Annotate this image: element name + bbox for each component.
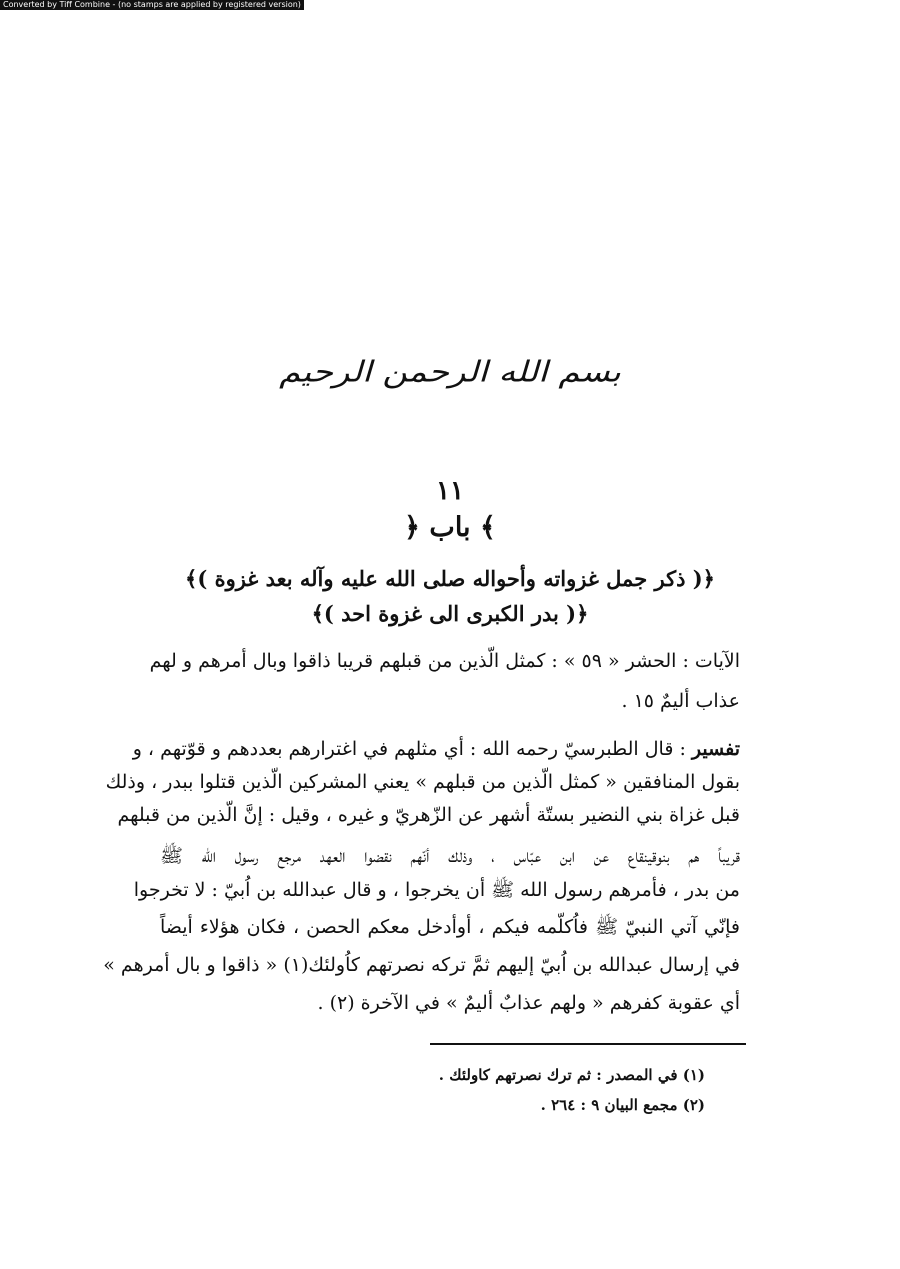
chapter-number: ١١ <box>436 476 464 506</box>
footnote-1: (١) في المصدر : ثم ترك نصرتهم كاولئك . <box>438 1066 705 1084</box>
chapter-title: ﴿ باب ﴾ <box>404 512 496 543</box>
tafsir-line-5: من بدر ، فأمرهم رسول الله ﷺ أن يخرجوا ، و قال عبدالله بن اُبيّ : لا تخرجوا <box>133 879 740 901</box>
converter-banner: Converted by Tiff Combine - (no stamps are applied by registered version) <box>0 0 304 10</box>
footnote-2: (٢) مجمع البيان ٩ : ٢٦٤ . <box>540 1096 705 1114</box>
tafsir-line-1-text: : قال الطبرسيّ رحمه الله : أي مثلهم في اغترارهم بعددهم و قوّتهم ، و <box>132 738 686 760</box>
section-heading-line-1: ﴿( ذكر جمل غزواته وأحواله صلى الله عليه وآله بعد غزوة )﴾ <box>185 566 715 591</box>
tafsir-line-8: أي عقوبة كفرهم « ولهم عذابٌ أليمٌ » في الآخرة (٢) . <box>317 992 740 1014</box>
basmala-calligraphy: بسم الله الرحمن الرحيم <box>279 355 621 389</box>
tafsir-line-6: فإنّي آتي النبيّ ﷺ فاُكلّمه فيكم ، أوأدخل معكم الحصن ، فكان هؤلاء أيضاً <box>160 916 740 938</box>
tafsir-line-3: قبل غزاة بني النضير بستّة أشهر عن الزّهريّ و غيره ، وقيل : إنَّ الّذين من قبلهم <box>117 804 740 826</box>
ayat-line-2: عذاب أليمٌ ١٥ . <box>621 690 740 712</box>
footnote-divider <box>430 1043 746 1045</box>
tafsir-label: تفسير <box>691 738 740 760</box>
section-heading-line-2: ﴿( بدر الكبرى الى غزوة احد )﴾ <box>311 601 589 626</box>
tafsir-line-4: قريباً هم بنوقينقاع عن ابن عبّاس ، وذلك أنّهم نقضوا العهد مرجع رسول الله ﷺ <box>160 845 740 867</box>
ayat-line-1: الآيات : الحشر « ٥٩ » : كمثل الّذين من قبلهم قريبا ذاقوا وبال أمرهم و لهم <box>149 650 740 672</box>
tafsir-line-1 <box>132 734 740 764</box>
tafsir-line-7: في إرسال عبدالله بن اُبيّ إليهم ثمَّ تركه نصرتهم كاُولئك(١) « ذاقوا و بال أمرهم » <box>103 954 740 976</box>
tafsir-line-2: بقول المنافقين « كمثل الّذين من قبلهم » يعني المشركين الّذين قتلوا ببدر ، وذلك <box>105 771 740 793</box>
